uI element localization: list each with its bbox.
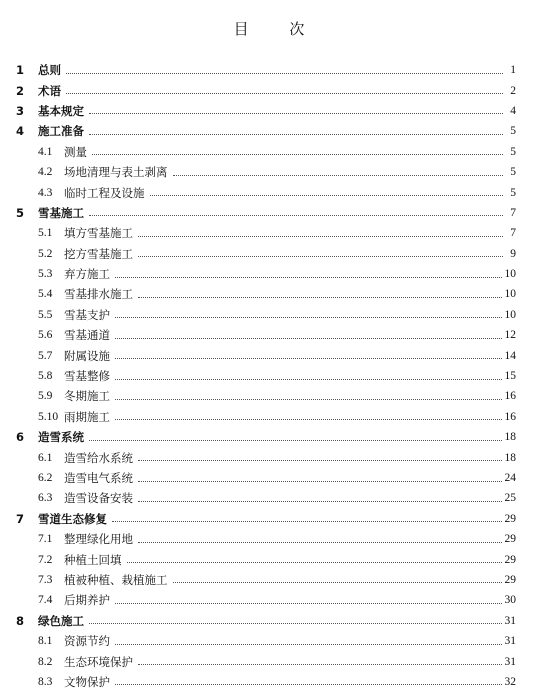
toc-leader-dots [115, 358, 502, 359]
toc-entry-number: 5.7 [38, 349, 53, 362]
toc-entry-number: 7.2 [38, 553, 53, 566]
toc-leader-dots [138, 664, 502, 665]
toc-leader-dots [127, 562, 502, 563]
toc-chapter-entry[interactable] [0, 60, 538, 80]
toc-chapter-entry[interactable] [0, 509, 538, 529]
toc-entry-number: 6 [16, 430, 25, 445]
toc-chapter-entry[interactable] [0, 611, 538, 631]
toc-leader-dots [115, 338, 502, 339]
toc-entry-number: 5.9 [38, 390, 53, 403]
toc-entry-title: 造雪设备安装 [64, 491, 133, 506]
toc-leader-dots [138, 297, 502, 298]
toc-chapter-entry[interactable] [0, 427, 538, 447]
toc-entry-number: 5.8 [38, 370, 53, 383]
toc-entry-page: 5 [510, 166, 516, 179]
toc-entry-title: 总则 [38, 63, 61, 78]
toc-section-entry[interactable] [0, 488, 538, 508]
toc-entry-number: 5.10 [38, 410, 59, 423]
toc-entry-page: 5 [510, 145, 516, 158]
toc-leader-dots [138, 501, 502, 502]
toc-section-entry[interactable] [0, 590, 538, 610]
toc-entry-page: 9 [510, 247, 516, 260]
toc-entry-title: 整理绿化用地 [64, 532, 133, 547]
toc-entry-title: 术语 [38, 83, 61, 98]
toc-leader-dots [138, 542, 502, 543]
toc-entry-number: 4.2 [38, 166, 53, 179]
toc-leader-dots [66, 73, 503, 74]
toc-entry-number: 5 [16, 205, 25, 220]
toc-leader-dots [89, 113, 503, 114]
toc-section-entry[interactable] [0, 570, 538, 590]
toc-entry-title: 雨期施工 [64, 409, 110, 424]
toc-entry-title: 生态环境保护 [64, 654, 133, 669]
toc-entry-page: 29 [504, 573, 516, 586]
toc-section-entry[interactable] [0, 672, 538, 692]
toc-entry-number: 7 [16, 511, 25, 526]
toc-section-entry[interactable] [0, 529, 538, 549]
toc-leader-dots [173, 582, 502, 583]
toc-leader-dots [115, 379, 502, 380]
toc-entry-page: 18 [504, 451, 516, 464]
toc-entry-number: 4 [16, 124, 25, 139]
toc-leader-dots [115, 317, 502, 318]
toc-entry-page: 16 [504, 390, 516, 403]
toc-leader-dots [89, 440, 502, 441]
toc-entry-title: 文物保护 [64, 674, 110, 689]
toc-section-entry[interactable] [0, 142, 538, 162]
toc-entry-title: 挖方雪基施工 [64, 246, 133, 261]
toc-entry-page: 1 [510, 64, 516, 77]
toc-leader-dots [115, 644, 502, 645]
toc-entry-page: 12 [504, 329, 516, 342]
toc-entry-title: 附属设施 [64, 348, 110, 363]
toc-entry-number: 5.4 [38, 288, 53, 301]
toc-entry-title: 临时工程及设施 [64, 185, 145, 200]
toc-entry-title: 造雪电气系统 [64, 471, 133, 485]
toc-entry-title: 填方雪基施工 [64, 226, 133, 241]
toc-entry-page: 16 [504, 410, 516, 423]
toc-entry-page: 25 [504, 492, 516, 505]
toc-entry-number: 6.1 [38, 451, 53, 464]
toc-leader-dots [150, 195, 504, 196]
toc-entry-title: 后期养护 [64, 593, 110, 608]
toc-entry-title: 雪基施工 [38, 205, 84, 220]
toc-leader-dots [138, 481, 502, 482]
toc-leader-dots [138, 460, 502, 461]
toc-entry-page: 31 [504, 614, 516, 627]
toc-entry-page: 7 [510, 206, 516, 219]
toc-entry-title: 冬期施工 [64, 389, 110, 404]
toc-entry-page: 10 [504, 288, 516, 301]
toc-entry-number: 5.5 [38, 308, 53, 321]
toc-section-entry[interactable] [0, 366, 538, 386]
toc-entry-number: 7.1 [38, 533, 53, 546]
toc-chapter-entry[interactable] [0, 101, 538, 121]
toc-section-entry[interactable] [0, 325, 538, 345]
toc-leader-dots [66, 93, 503, 94]
toc-section-entry[interactable] [0, 651, 538, 671]
toc-entry-title: 施工准备 [38, 124, 84, 139]
toc-entry-number: 4.1 [38, 145, 53, 158]
toc-section-entry[interactable] [0, 182, 538, 202]
toc-leader-dots [138, 256, 503, 257]
toc-entry-title: 测量 [64, 144, 87, 159]
toc-entry-page: 31 [504, 635, 516, 648]
toc-leader-dots [115, 684, 502, 685]
toc-section-entry[interactable] [0, 305, 538, 325]
toc-title: 目 次 [233, 20, 323, 38]
toc-section-entry[interactable] [0, 244, 538, 264]
toc-leader-dots [115, 399, 502, 400]
toc-section-entry[interactable] [0, 284, 538, 304]
toc-chapter-entry[interactable] [0, 80, 538, 100]
toc-leader-dots [115, 603, 502, 604]
toc-entry-page: 32 [504, 675, 516, 688]
toc-entry-number: 8 [16, 613, 25, 628]
toc-entry-page: 10 [504, 268, 516, 281]
toc-entry-number: 6.3 [38, 492, 53, 505]
toc-entry-title: 造雪给水系统 [64, 450, 133, 465]
toc-entry-number: 5.3 [38, 268, 53, 281]
toc-entry-title: 资源节约 [64, 634, 110, 649]
toc-entry-number: 8.1 [38, 635, 53, 648]
toc-entry-title: 种植土回填 [64, 552, 122, 567]
toc-section-entry[interactable] [0, 447, 538, 467]
toc-section-entry[interactable] [0, 223, 538, 243]
toc-section-entry[interactable] [0, 549, 538, 569]
toc-entry-page: 31 [504, 655, 516, 668]
toc-entry-number: 5.2 [38, 247, 53, 260]
toc-entry-page: 15 [504, 370, 516, 383]
toc-leader-dots [89, 134, 503, 135]
toc-entry-title: 造雪系统 [38, 430, 84, 445]
toc-entry-page: 29 [504, 553, 516, 566]
toc-entry-title: 雪基通道 [64, 328, 110, 343]
toc-leader-dots [138, 236, 503, 237]
toc-leader-dots [173, 175, 504, 176]
toc-entry-page: 24 [504, 472, 516, 484]
toc-entry-number: 2 [16, 83, 25, 98]
toc-entry-page: 10 [504, 308, 516, 321]
toc-section-entry[interactable] [0, 407, 538, 427]
toc-entry-number: 7.3 [38, 573, 53, 586]
toc-chapter-entry[interactable] [0, 121, 538, 141]
toc-entry-title: 雪基排水施工 [64, 287, 133, 302]
toc-list [0, 60, 538, 692]
toc-entry-title: 雪基整修 [64, 369, 110, 384]
toc-entry-page: 5 [510, 125, 516, 138]
toc-leader-dots [89, 215, 503, 216]
toc-section-entry[interactable] [0, 345, 538, 365]
toc-leader-dots [89, 623, 502, 624]
toc-entry-number: 5.6 [38, 329, 53, 342]
toc-section-entry[interactable] [0, 162, 538, 182]
toc-entry-number: 1 [16, 63, 25, 78]
toc-entry-number: 7.4 [38, 594, 53, 607]
toc-entry-page: 5 [510, 186, 516, 199]
toc-entry-number: 5.1 [38, 227, 53, 240]
toc-entry-page: 4 [510, 104, 516, 117]
toc-chapter-entry[interactable] [0, 203, 538, 223]
toc-entry-page: 18 [504, 431, 516, 444]
toc-entry-page: 7 [510, 227, 516, 240]
toc-section-entry[interactable] [0, 631, 538, 651]
toc-entry-number: 6.2 [38, 472, 53, 484]
toc-entry-page: 30 [504, 594, 516, 607]
toc-entry-page: 29 [504, 533, 516, 546]
toc-entry-title: 绿色施工 [38, 613, 84, 628]
toc-entry-page: 29 [504, 512, 516, 525]
toc-leader-dots [112, 521, 502, 522]
toc-leader-dots [92, 154, 503, 155]
toc-entry-number: 4.3 [38, 186, 53, 199]
toc-entry-title: 植被种植、栽植施工 [64, 572, 168, 587]
toc-entry-title: 雪道生态修复 [38, 511, 107, 526]
toc-entry-title: 雪基支护 [64, 307, 110, 322]
toc-entry-page: 14 [504, 349, 516, 362]
toc-entry-page: 2 [510, 84, 516, 97]
toc-entry-title: 基本规定 [38, 103, 84, 118]
toc-entry-title: 弃方施工 [64, 267, 110, 282]
toc-section-entry[interactable] [0, 386, 538, 406]
toc-section-entry[interactable] [0, 264, 538, 284]
toc-entry-number: 3 [16, 103, 25, 118]
toc-entry-number: 8.3 [38, 675, 53, 688]
toc-leader-dots [115, 419, 502, 420]
toc-section-entry[interactable] [0, 468, 538, 488]
toc-entry-number: 8.2 [38, 655, 53, 668]
toc-entry-title: 场地清理与表土剥离 [64, 165, 168, 180]
toc-leader-dots [115, 277, 502, 278]
